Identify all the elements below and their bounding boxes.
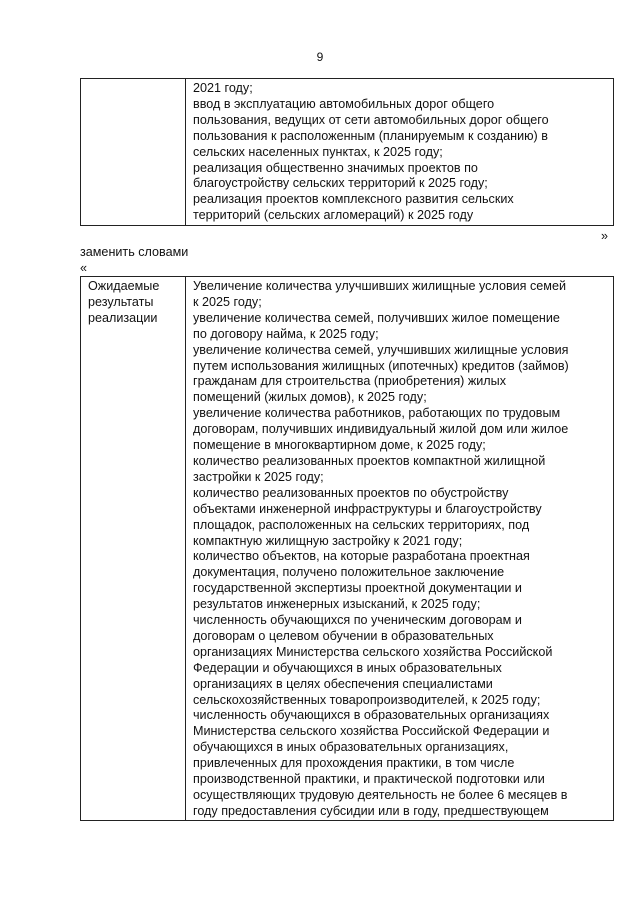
text-line: количество реализованных проектов компактной жилищной bbox=[193, 453, 546, 468]
cell-text bbox=[186, 79, 613, 225]
text-line: организациях в целях обеспечения специалистами bbox=[193, 676, 493, 691]
text-line: реализация общественно значимых проектов по bbox=[193, 160, 478, 175]
text-line: договорам, получивших индивидуальный жилой дом или жилое bbox=[193, 422, 569, 437]
previous-text-table bbox=[80, 78, 614, 226]
text-line: сельскохозяйственных товаропроизводителей, к 2025 году; bbox=[193, 692, 541, 707]
row-label bbox=[81, 277, 185, 327]
opening-quote: « bbox=[80, 261, 88, 275]
text-line: обучающихся в иных образовательных организациях, bbox=[193, 740, 509, 755]
label-line: результаты bbox=[88, 294, 154, 309]
text-line: помещений (жилых домов), к 2025 году; bbox=[193, 390, 427, 405]
text-line: организациях Министерства сельского хозяйства Российской bbox=[193, 644, 553, 659]
table-row bbox=[81, 79, 614, 226]
text-line: результатов инженерных изысканий, к 2025 году; bbox=[193, 597, 481, 612]
text-line: 2021 году; bbox=[193, 81, 253, 95]
text-line: Федерации и обучающихся в иных образовательных bbox=[193, 660, 502, 675]
text-line: путем использования жилищных (ипотечных) кредитов (займов) bbox=[193, 358, 569, 373]
text-line: благоустройству сельских территорий к 2025 году; bbox=[193, 176, 488, 191]
text-line: пользования к расположенным (планируемым к созданию) в bbox=[193, 128, 548, 143]
text-line: ввод в эксплуатацию автомобильных дорог общего bbox=[193, 96, 495, 111]
text-line: привлеченных для прохождения практики, в том числе bbox=[193, 756, 515, 771]
text-line: осуществляющих трудовую деятельность не более 6 месяцев в bbox=[193, 788, 568, 802]
label-line: реализации bbox=[88, 310, 158, 325]
text-line: застройки к 2025 году; bbox=[193, 469, 324, 484]
text-line: по договору найма, к 2025 году; bbox=[193, 326, 379, 341]
text-line: увеличение количества работников, работающих по трудовым bbox=[193, 406, 561, 421]
text-line: Министерства сельского хозяйства Российской Федерации и bbox=[193, 724, 550, 739]
text-line: году предоставления субсидии или в году, предшествующем bbox=[193, 803, 549, 818]
text-line: компактную жилищную застройку к 2021 году; bbox=[193, 533, 463, 548]
text-line: договорам о целевом обучении в образовательных bbox=[193, 628, 494, 643]
text-line: площадок, расположенных на сельских территориях, под bbox=[193, 517, 530, 532]
text-line: численность обучающихся по ученическим договорам и bbox=[193, 613, 522, 628]
text-line: количество реализованных проектов по обустройству bbox=[193, 485, 509, 500]
text-line: увеличение количества семей, улучшивших жилищные условия bbox=[193, 342, 569, 357]
text-line: к 2025 году; bbox=[193, 294, 262, 309]
table-row bbox=[81, 277, 614, 821]
expected-results-table bbox=[80, 276, 614, 821]
cell-text bbox=[186, 277, 613, 820]
text-line: объектами инженерной инфраструктуры и благоустройству bbox=[193, 501, 542, 516]
page-number: 9 bbox=[316, 50, 324, 64]
text-line: реализация проектов комплексного развития сельских bbox=[193, 192, 514, 207]
text-line: государственной экспертизы проектной документации и bbox=[193, 581, 522, 596]
table-right-cell bbox=[186, 277, 614, 821]
closing-quote: » bbox=[601, 229, 609, 243]
text-line: Увеличение количества улучшивших жилищные условия семей bbox=[193, 279, 567, 293]
text-line: численность обучающихся в образовательных организациях bbox=[193, 708, 550, 723]
replace-instruction: заменить словами bbox=[80, 245, 189, 259]
text-line: сельских населенных пунктах, к 2025 году; bbox=[193, 144, 443, 159]
table-left-cell bbox=[81, 79, 186, 226]
table-right-cell bbox=[186, 79, 614, 226]
text-line: территорий (сельских агломераций) к 2025 году bbox=[193, 208, 474, 223]
text-line: производственной практики, и практической подготовки или bbox=[193, 772, 545, 787]
text-line: документация, получено положительное заключение bbox=[193, 565, 505, 580]
text-line: гражданам для строительства (приобретения) жилых bbox=[193, 374, 507, 389]
text-line: помещение в многоквартирном доме, к 2025 году; bbox=[193, 438, 486, 453]
text-line: количество объектов, на которые разработана проектная bbox=[193, 549, 530, 564]
text-line: увеличение количества семей, получивших жилое помещение bbox=[193, 310, 560, 325]
table-left-cell bbox=[81, 277, 186, 821]
label-line: Ожидаемые bbox=[88, 279, 160, 293]
text-line: пользования, ведущих от сети автомобильных дорог общего bbox=[193, 112, 549, 127]
